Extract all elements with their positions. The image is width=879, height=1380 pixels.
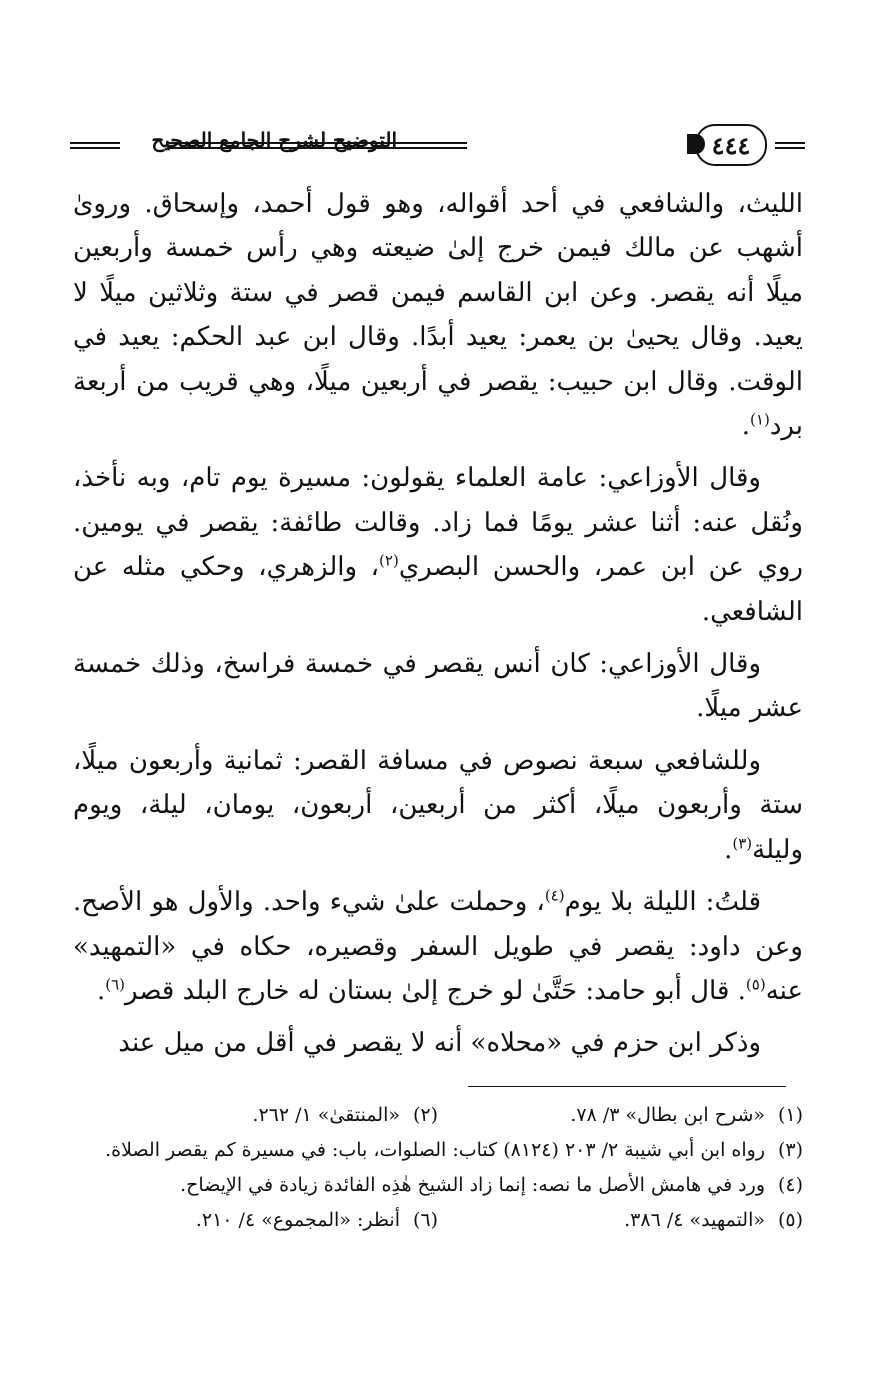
- footnote-ref[interactable]: (٢): [379, 551, 399, 570]
- footnote-text: رواه ابن أبي شيبة ٢/ ٢٠٣ (٨١٢٤) كتاب: الصلوات، باب: في مسيرة كم يقصر الصلاة.: [105, 1139, 765, 1161]
- footnote-text: «المنتقىٰ» ١/ ٢٦٢.: [252, 1104, 400, 1126]
- footnote-number: (٦): [412, 1209, 438, 1231]
- footnote-number: (٤): [777, 1174, 803, 1196]
- header-rule-right: [775, 142, 805, 149]
- footnote-ref[interactable]: (٣): [732, 834, 753, 853]
- footnote-ref[interactable]: (٥): [745, 975, 766, 994]
- page-number: ٤٤٤: [711, 130, 751, 160]
- paragraph: وقال الأوزاعي: كان أنس يقصر في خمسة فراسخ، وذلك خمسة عشر ميلًا.: [73, 649, 803, 724]
- paragraph: وقال الأوزاعي: عامة العلماء يقولون: مسيرة يوم تام، وبه نأخذ، ونُقل عنه: أثنا عشر يومًا فما زاد. وقالت طائفة: يقصر في يومين. روي عن ابن عمر، والحسن البصري$^{(٢)}$، والزهري، وحكي مثله عن الشافعي.: [73, 463, 803, 627]
- paragraph: الليث، والشافعي في أحد أقواله، وهو قول أحمد، وإسحاق. وروىٰ أشهب عن مالك فيمن خرج إلىٰ ضيعته وهي رأس خمسة وأربعين ميلًا أنه يقصر. وعن ابن القاسم فيمن قصر في ستة وثلاثين ميلًا لا يعيد. وقال يحيىٰ بن يعمر: يعيد أبدًا. وقال ابن عبد الحكم: يعيد في الوقت. وقال ابن حبيب: يقصر في أربعين ميلًا، وهي قريب من أربعة برد$^{(١)}$.: [73, 189, 803, 442]
- footnote-ref[interactable]: (٤): [544, 886, 565, 905]
- paragraph: وللشافعي سبعة نصوص في مسافة القصر: ثمانية وأربعون ميلًا، ستة وأربعون ميلًا، أكثر من أربعين، أربعون، يومان، ليلة، ويوم وليلة$^{(٣)}$.: [73, 745, 803, 865]
- footnote-ref[interactable]: (٦): [105, 975, 125, 994]
- page-number-badge: [695, 124, 767, 166]
- footnote-number: (٢): [412, 1104, 438, 1126]
- footnote: [73, 1168, 803, 1203]
- header-rule-left: [70, 142, 120, 149]
- paragraph: وذكر ابن حزم في «محلاه» أنه لا يقصر في أقل من ميل عند: [118, 1028, 761, 1059]
- footnote-row: [73, 1098, 803, 1133]
- footnote: [438, 1098, 803, 1133]
- footnote-separator: [468, 1086, 786, 1087]
- footnote-ref[interactable]: (١): [750, 410, 770, 429]
- footnote-row: [73, 1203, 803, 1238]
- footnote: [438, 1203, 803, 1238]
- footnote: [73, 1133, 803, 1168]
- footnote-number: (١): [777, 1104, 803, 1126]
- footnote: [73, 1098, 438, 1133]
- main-text: [73, 182, 803, 1066]
- footnote-text: ورد في هامش الأصل ما نصه: إنما زاد الشيخ هٰذِه الفائدة زيادة في الإيضاح.: [180, 1174, 765, 1196]
- footnote-number: (٥): [777, 1209, 803, 1231]
- footnote: [73, 1203, 438, 1238]
- footnote-text: «شرح ابن بطال» ٣/ ٧٨.: [570, 1104, 765, 1126]
- footnotes: [73, 1098, 803, 1238]
- running-title: التوضيح لشرح الجامع الصحيح: [151, 128, 397, 152]
- paragraph: قلتُ: الليلة بلا يوم$^{(٤)}$، وحملت علىٰ شيء واحد. والأول هو الأصح. وعن داود: يقصر في طويل السفر وقصيره، حكاه في «التمهيد» عنه$^{(٥)}$. قال أبو حامد: حَتَّىٰ لو خرج إلىٰ بستان له خارج البلد قصر$^{(٦)}$.: [73, 886, 803, 1006]
- footnote-text: أنظر: «المجموع» ٤/ ٢١٠.: [195, 1209, 400, 1231]
- footnote-text: «التمهيد» ٤/ ٣٨٦.: [624, 1209, 765, 1231]
- footnote-number: (٣): [777, 1139, 803, 1161]
- page-header: [70, 118, 805, 174]
